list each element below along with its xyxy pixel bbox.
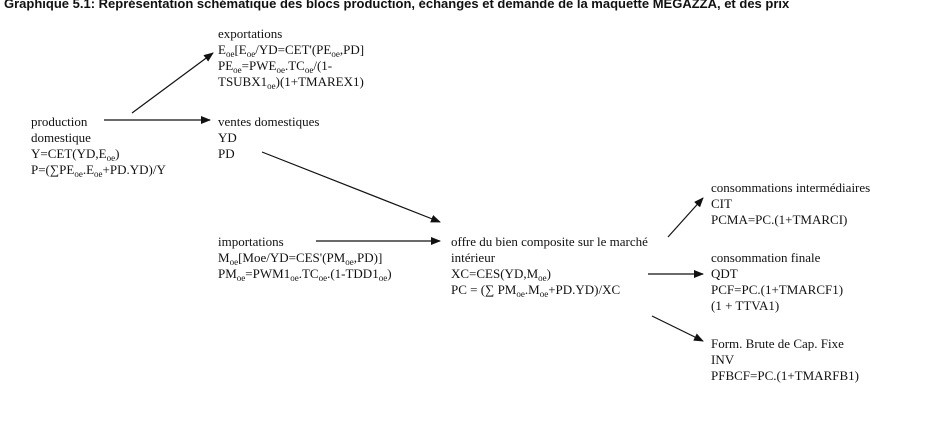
ventes-yd: YD <box>218 130 237 145</box>
exportations-equation-pe-cont: $TSUBX1_{oe})(1+TMAREX1)$ <box>218 74 364 91</box>
offre-subtitle: intérieur <box>451 250 496 265</box>
ventes-title: ventes domestiques <box>218 114 320 129</box>
importations-equation-pm: $PM_{oe}=PWM1_{oe}.TC_{oe}.(1-TDD1_{oe})$ <box>218 266 392 283</box>
ci-equation: PCMA=PC.(1+TMARCI) <box>711 212 848 227</box>
cf-qdt: QDT <box>711 266 738 281</box>
arrow-production-to-exportations <box>132 53 213 113</box>
cf-equation: PCF=PC.(1+TMARCF1) <box>711 282 844 297</box>
exportations-equation-pe: $PE_{oe}=PWE_{oe}.TC_{oe}/(1-$ <box>218 58 333 75</box>
ventes-pd: PD <box>218 146 235 161</box>
exportations-equation-e: $E_{oe}[E_{oe}/YD=CET'(PE_{oe},PD]$ <box>218 42 365 59</box>
ci-title: consommations intermédiaires <box>711 180 871 195</box>
exportations-block <box>218 26 364 90</box>
production-title: production <box>31 114 88 129</box>
ci-cit: CIT <box>711 196 732 211</box>
fbcf-block <box>711 336 859 384</box>
arrow-ventes-to-offre <box>262 152 440 222</box>
importations-title: importations <box>218 234 284 249</box>
offre-equation-xc: $XC=CES(YD,M_{oe})$ <box>451 266 551 283</box>
ci-block <box>711 180 870 228</box>
offre-equation-pc: PC = (∑ $PM_{oe}.M_{oe}+PD.YD)/XC$ <box>451 282 621 299</box>
fbcf-title: Form. Brute de Cap. Fixe <box>711 336 844 351</box>
ventes-block <box>218 114 319 162</box>
offre-title: offre du bien composite sur le marché <box>451 234 648 249</box>
production-subtitle: domestique <box>31 130 91 145</box>
fbcf-equation: PFBCF=PC.(1+TMARFB1) <box>711 368 859 383</box>
fbcf-inv: INV <box>711 352 735 367</box>
arrow-offre-to-fbcf <box>652 316 703 341</box>
production-equation-p: $P=(\sum PE_{oe}.E_{oe}+PD.YD)/Y$ <box>31 162 166 179</box>
cf-block <box>711 250 843 314</box>
cf-title: consommation finale <box>711 250 821 265</box>
production-equation-y: $Y=CET(YD,E_{oe})$ <box>31 146 120 163</box>
arrow-offre-to-ci <box>668 198 703 237</box>
figure-caption: Graphique 5.1: Représentation schématique des blocs production, échanges et demande de la maquette MEGAZZA, et des prix <box>4 0 790 11</box>
cf-equation-cont: (1 + TTVA1) <box>711 298 780 313</box>
importations-equation-m: $M_{oe}[Moe/YD=CES'(PM_{oe},PD)]$ <box>218 250 383 267</box>
offre-block <box>451 234 648 298</box>
production-block <box>31 114 166 178</box>
exportations-title: exportations <box>218 26 283 41</box>
importations-block <box>218 234 392 282</box>
